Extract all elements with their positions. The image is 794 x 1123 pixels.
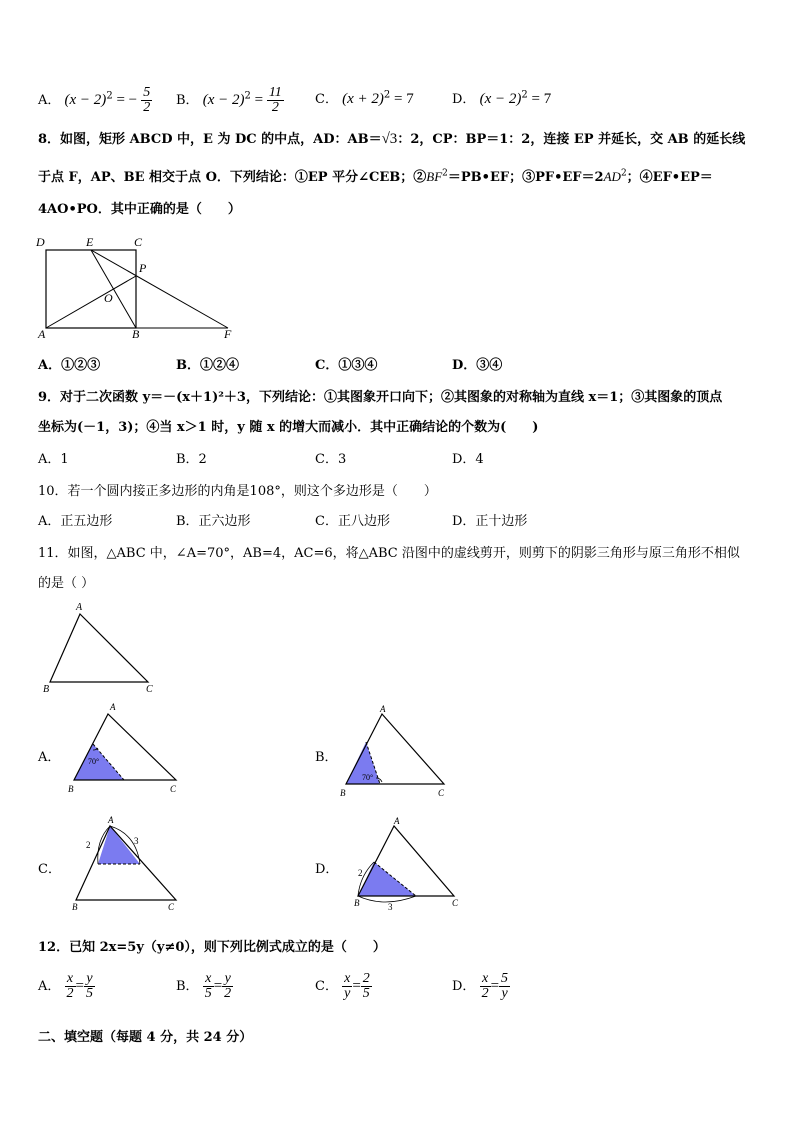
label-c: C	[134, 235, 143, 249]
svg-text:A: A	[394, 816, 400, 826]
q11-option-d-label: D．	[315, 862, 339, 877]
svg-text:B: B	[68, 784, 74, 794]
q11-option-c-label: C．	[38, 862, 61, 877]
svg-text:B: B	[354, 898, 360, 908]
svg-text:C: C	[168, 902, 175, 912]
svg-text:70°: 70°	[88, 757, 100, 766]
q9-line1: 9．对于二次函数 y＝－(x＋1)²＋3，下列结论：①其图象开口向下；②其图象的对称轴为直线 x＝1；③其图象的顶点	[38, 390, 723, 405]
svg-text:A: A	[110, 702, 116, 712]
svg-text:2: 2	[358, 868, 363, 878]
q12-option-b: B． $\frac{x}{5}$ = $\frac{y}{2}$	[176, 971, 232, 1001]
q8-option-a: A．①②③	[38, 358, 101, 373]
q8-option-d: D．③④	[452, 358, 503, 373]
svg-text:B: B	[340, 788, 346, 798]
q8-option-c: C．①③④	[315, 358, 378, 373]
q12-option-c: C． $\frac{x}{y}$ = $\frac{2}{5}$	[315, 971, 370, 1001]
q12-option-a: A． $\frac{x}{2}$ = $\frac{y}{5}$	[38, 971, 93, 1001]
q10-option-b: B．正六边形	[176, 514, 251, 529]
q7-option-a: A． $(x - 2)^2$ = − $\frac{5}{2}$	[38, 85, 151, 115]
q10-line1: 10．若一个圆内接正多边形的内角是108°，则这个多边形是（ ）	[38, 484, 437, 499]
label-o: O	[104, 291, 113, 305]
q11-option-b-figure	[336, 702, 456, 798]
svg-text:A: A	[108, 815, 114, 825]
svg-text:2: 2	[86, 840, 91, 850]
q9-line2: 坐标为(－1，3)；④当 x＞1 时，y 随 x 的增大而减小．其中正确结论的个数为( )	[38, 420, 539, 435]
label-b: B	[43, 684, 50, 695]
q10-option-d: D．正十边形	[452, 514, 528, 529]
label-p: P	[139, 261, 147, 275]
label-b: B	[132, 327, 140, 341]
q11-option-d-figure	[344, 812, 468, 912]
q9-option-d: D．4	[452, 452, 484, 467]
q8-option-b: B．①②④	[176, 358, 239, 373]
q9-option-a: A．1	[38, 452, 69, 467]
svg-text:3: 3	[388, 902, 393, 912]
q11-option-a-figure	[66, 702, 186, 798]
svg-text:70°: 70°	[362, 773, 374, 782]
q7-option-c: C． $(x + 2)^2 = 7$	[315, 89, 414, 107]
q8-line3: 4AO•PO．其中正确的是（ ）	[38, 202, 241, 217]
q8-line2: 于点 F，AP、BE 相交于点 O．下列结论：①EP 平分∠CEB；$②BF^2=PB•EF$；$③PF•EF=2AD^2$；④EF•EP＝	[38, 168, 713, 185]
svg-text:C: C	[452, 898, 459, 908]
q8-rectangle-figure	[34, 232, 244, 342]
svg-text:C: C	[170, 784, 177, 794]
q10-option-a: A．正五边形	[38, 514, 113, 529]
q8-line1: 8．如图，矩形 ABCD 中，E 为 DC 的中点，AD：AB＝√3：2，CP：BP＝1：2，连接 EP 并延长，交 AB 的延长线	[38, 131, 746, 147]
q10-option-c: C．正八边形	[315, 514, 390, 529]
q12-option-d: D． $\frac{x}{2}$ = $\frac{5}{y}$	[452, 971, 509, 1001]
q12-line1: 12．已知 2x=5y（y≠0），则下列比例式成立的是（ ）	[38, 940, 386, 955]
q11-line2: 的是（ ）	[38, 576, 95, 591]
q11-option-b-label: B．	[315, 750, 338, 765]
svg-text:C: C	[438, 788, 445, 798]
q11-main-triangle	[40, 600, 170, 695]
label-c: C	[146, 684, 153, 695]
q9-option-c: C．3	[315, 452, 347, 467]
svg-text:3: 3	[134, 836, 139, 846]
label-e: E	[86, 235, 94, 249]
q9-option-b: B．2	[176, 452, 207, 467]
q11-option-c-figure	[66, 812, 186, 912]
q7-option-d: D． $(x - 2)^2 = 7$	[452, 89, 552, 107]
q11-line1: 11．如图，△ABC 中，∠A=70°，AB=4，AC=6，将△ABC 沿图中的虚线剪开，则剪下的阴影三角形与原三角形不相似	[38, 546, 740, 561]
label-f: F	[224, 327, 232, 341]
label-a: A	[38, 327, 46, 341]
svg-text:A: A	[380, 704, 386, 714]
q11-option-a-label: A．	[38, 750, 61, 765]
section-heading: 二、填空题（每题 4 分，共 24 分）	[38, 1030, 253, 1045]
svg-text:B: B	[72, 902, 78, 912]
label-d: D	[36, 235, 45, 249]
label-a: A	[76, 602, 83, 613]
q7-option-b: B． $(x - 2)^2$ = $\frac{11}{2}$	[176, 85, 282, 115]
